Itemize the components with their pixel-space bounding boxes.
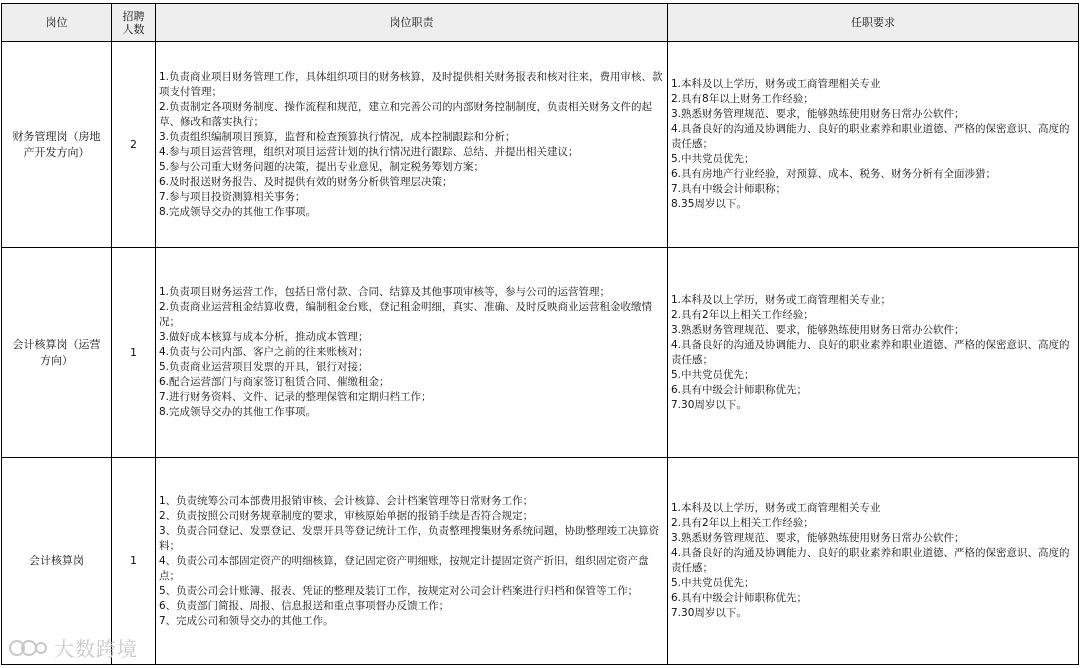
requirement-item: 3.熟悉财务管理规范、要求，能够熟练使用财务日常办公软件； (671, 323, 965, 336)
duty-item: 3.负责组织编制项目预算，监督和检查预算执行情况，成本控制跟踪和分析； (159, 130, 516, 143)
header-requirements: 任职要求 (668, 4, 1079, 42)
duty-item: 1.负责商业项目财务管理工作，具体组织项目的财务核算，及时提供相关财务报表和核对往来，费用审核、款项支付管理； (159, 70, 663, 98)
watermark (8, 633, 138, 662)
requirements-list (668, 293, 1078, 413)
requirement-item: 6.具有中级会计师职称优先； (671, 383, 808, 396)
requirement-item: 5.中共党员优先； (671, 153, 755, 165)
duties-list (156, 285, 667, 420)
count-cell: 2 (112, 42, 156, 248)
duty-item: 1.负责项目财务运营工作，包括日常付款、合同、结算及其他事项审核等，参与公司的运营管理； (159, 286, 611, 298)
duties-list (156, 494, 667, 629)
header-position: 岗位 (2, 4, 112, 42)
duty-item: 5.负责商业运营项目发票的开具，银行对接； (159, 361, 369, 373)
requirement-item: 4.具备良好的沟通及协调能力、良好的职业素养和职业道德、严格的保密意识、高度的责任感； (671, 547, 1070, 574)
duty-item: 1、负责统筹公司本部费用报销审核、会计核算、会计档案管理等日常财务工作； (159, 494, 534, 507)
requirement-item: 2.具有8年以上财务工作经验； (671, 93, 814, 105)
requirement-item: 7.30周岁以下。 (671, 607, 747, 619)
duties-list (156, 70, 667, 220)
count-cell: 1 (112, 458, 156, 665)
requirement-item: 3.熟悉财务管理规范、要求，能够熟练使用财务日常办公软件； (671, 108, 965, 120)
header-count-label: 招聘人数 (122, 9, 145, 36)
duty-item: 8.完成领导交办的其他工作事项。 (159, 406, 317, 418)
requirement-item: 5.中共党员优先； (671, 368, 755, 381)
table-row (2, 458, 1079, 665)
duty-item: 2、负责按照公司财务规章制度的要求，审核原始单据的报销手续是否符合规定； (159, 509, 534, 522)
requirements-cell (668, 458, 1079, 665)
duties-cell (156, 248, 668, 458)
duty-item: 7.进行财务资料、文件、记录的整理保管和定期归档工作； (159, 391, 432, 403)
duty-item: 4.参与项目运营管理，组织对项目运营计划的执行情况进行跟踪、总结、并提出相关建议； (159, 145, 579, 158)
requirement-item: 6.具有中级会计师职称优先； (671, 592, 808, 604)
requirement-item: 2.具有2年以上相关工作经验； (671, 517, 814, 529)
header-duties: 岗位职责 (156, 4, 668, 42)
requirements-cell (668, 248, 1079, 458)
table-row (2, 248, 1079, 458)
requirements-list (668, 501, 1078, 621)
duty-item: 4.负责与公司内部、客户之前的往来账核对； (159, 346, 369, 358)
duty-item: 3、负责合同登记、发票登记、发票开具等登记统计工作，负责整理搜集财务系统问题，协助整理竣工决算资料； (159, 524, 660, 552)
position-cell (2, 42, 112, 248)
requirement-item: 6.具有房地产行业经验，对预算、成本、税务、财务分析有全面涉猎； (671, 168, 997, 180)
requirement-item: 7.30周岁以下。 (671, 398, 747, 411)
duties-cell (156, 458, 668, 665)
position-label: 会计核算岗 (29, 554, 84, 567)
requirement-item: 1.本科及以上学历，财务或工商管理相关专业； (671, 293, 892, 306)
requirements-cell (668, 42, 1079, 248)
position-label: 会计核算岗（运营方向） (12, 337, 101, 367)
duty-item: 4、负责公司本部固定资产的明细核算，登记固定资产明细账，按规定计提固定资产折旧，组织固定资产盘点； (159, 554, 649, 582)
brand-logo-icon (8, 635, 48, 661)
requirement-item: 7.具有中级会计师职称； (671, 183, 787, 195)
duty-item: 8.完成领导交办的其他工作事项。 (159, 205, 317, 218)
duties-cell (156, 42, 668, 248)
duty-item: 6.配合运营部门与商家签订租赁合同、催缴租金； (159, 376, 390, 388)
requirement-item: 2.具有2年以上相关工作经验； (671, 308, 814, 321)
recruitment-table (1, 3, 1079, 665)
duty-item: 3.做好成本核算与成本分析，推动成本管理； (159, 331, 369, 343)
table-row (2, 42, 1079, 248)
header-count (112, 4, 156, 42)
requirement-item: 1.本科及以上学历，财务或工商管理相关专业 (671, 78, 881, 90)
count-cell: 1 (112, 248, 156, 458)
requirement-item: 1.本科及以上学历，财务或工商管理相关专业 (671, 502, 881, 514)
position-label: 财务管理岗（房地产开发方向） (12, 129, 101, 159)
requirement-item: 3.熟悉财务管理规范、要求，能够熟练使用财务日常办公软件； (671, 532, 965, 544)
duty-item: 6.及时报送财务报告、及时提供有效的财务分析供管理层决策； (159, 175, 453, 188)
requirement-item: 4.具备良好的沟通及协调能力、良好的职业素养和职业道德、严格的保密意识、高度的责任感； (671, 338, 1070, 366)
requirement-item: 4.具备良好的沟通及协调能力、良好的职业素养和职业道德、严格的保密意识、高度的责任感； (671, 123, 1070, 150)
requirements-list (668, 77, 1078, 212)
header-row (2, 4, 1079, 42)
duty-item: 5.参与公司重大财务问题的决策，提出专业意见，制定税务筹划方案； (159, 160, 485, 173)
duty-item: 2.负责制定各项财务制度、操作流程和规范，建立和完善公司的内部财务控制制度，负责相关财务文件的起草、修改和落实执行； (159, 100, 653, 128)
duty-item: 6、负责部门简报、周报、信息报送和重点事项督办反馈工作； (159, 599, 450, 612)
duty-item: 2.负责商业运营租金结算收费，编制租金台账，登记租金明细，真实、准确、及时反映商业运营租金收缴情况； (159, 301, 653, 328)
requirement-item: 8.35周岁以下。 (671, 198, 747, 210)
position-cell (2, 248, 112, 458)
requirement-item: 5.中共党员优先； (671, 577, 755, 589)
duty-item: 7.参与项目投资测算相关事务； (159, 190, 306, 203)
duty-item: 5、负责公司会计账簿、报表、凭证的整理及装订工作，按规定对公司会计档案进行归档和保管等工作； (159, 584, 639, 597)
watermark-text: 大数跨境 (54, 637, 138, 661)
duty-item: 7、完成公司和领导交办的其他工作。 (159, 614, 334, 627)
